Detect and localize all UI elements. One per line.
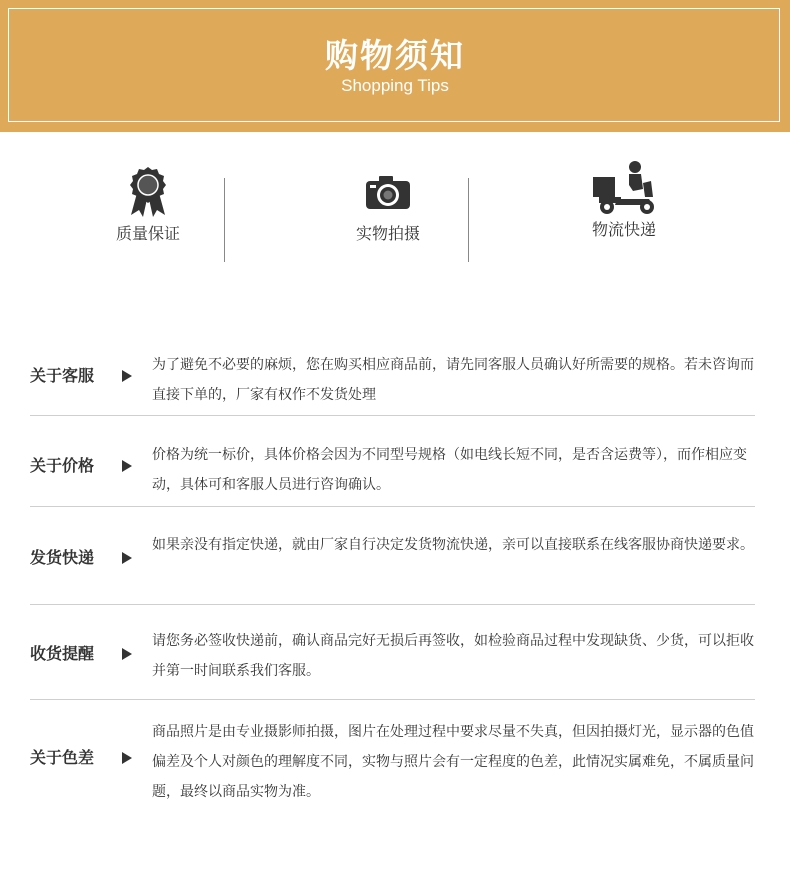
tip-title: 关于色差 (30, 748, 95, 767)
tip-title: 关于价格 (30, 456, 95, 475)
feature-delivery (524, 165, 724, 241)
triangle-right-icon (122, 460, 132, 472)
header-banner (0, 0, 790, 132)
tip-title: 关于客服 (30, 366, 95, 385)
camera-icon (363, 165, 413, 217)
feature-label: 物流快递 (591, 220, 656, 239)
page-title: 购物须知 (325, 36, 465, 75)
triangle-right-icon (122, 552, 132, 564)
delivery-scooter-icon (589, 159, 659, 219)
award-medal-icon (123, 165, 173, 217)
tip-text: 为了避免不必要的麻烦，您在购买相应商品前，请先同客服人员确认好所需要的规格。若未咨询而直接下单的，厂家有权作不发货处理 (152, 357, 754, 403)
row-divider (30, 699, 755, 700)
tip-title: 发货快递 (30, 548, 95, 567)
tip-text: 如果亲没有指定快递，就由厂家自行决定发货物流快递，亲可以直接联系在线客服协商快递要求。 (152, 537, 754, 553)
row-divider (30, 604, 755, 605)
page-subtitle: Shopping Tips (341, 76, 449, 95)
tip-text: 价格为统一标价，具体价格会因为不同型号规格（如电线长短不同，是否含运费等），而作相应变动，具体可和客服人员进行咨询确认。 (152, 447, 747, 493)
row-divider (30, 415, 755, 416)
tip-title: 收货提醒 (30, 644, 95, 663)
feature-label: 质量保证 (115, 224, 180, 243)
triangle-right-icon (122, 370, 132, 382)
triangle-right-icon (122, 752, 132, 764)
feature-label: 实物拍摄 (355, 224, 420, 243)
triangle-right-icon (122, 648, 132, 660)
tip-text: 商品照片是由专业摄影师拍摄，图片在处理过程中要求尽量不失真，但因拍摄灯光，显示器的色值偏差及个人对颜色的理解度不同，实物与照片会有一定程度的色差，此情况实属难免，不属质量问题，最终以商品实物为准。 (152, 724, 754, 800)
divider (224, 178, 225, 262)
feature-quality (48, 165, 248, 245)
feature-photo (288, 165, 488, 245)
row-divider (30, 506, 755, 507)
divider (468, 178, 469, 262)
tip-text: 请您务必签收快递前，确认商品完好无损后再签收，如检验商品过程中发现缺货、少货，可以拒收并第一时间联系我们客服。 (152, 633, 754, 679)
